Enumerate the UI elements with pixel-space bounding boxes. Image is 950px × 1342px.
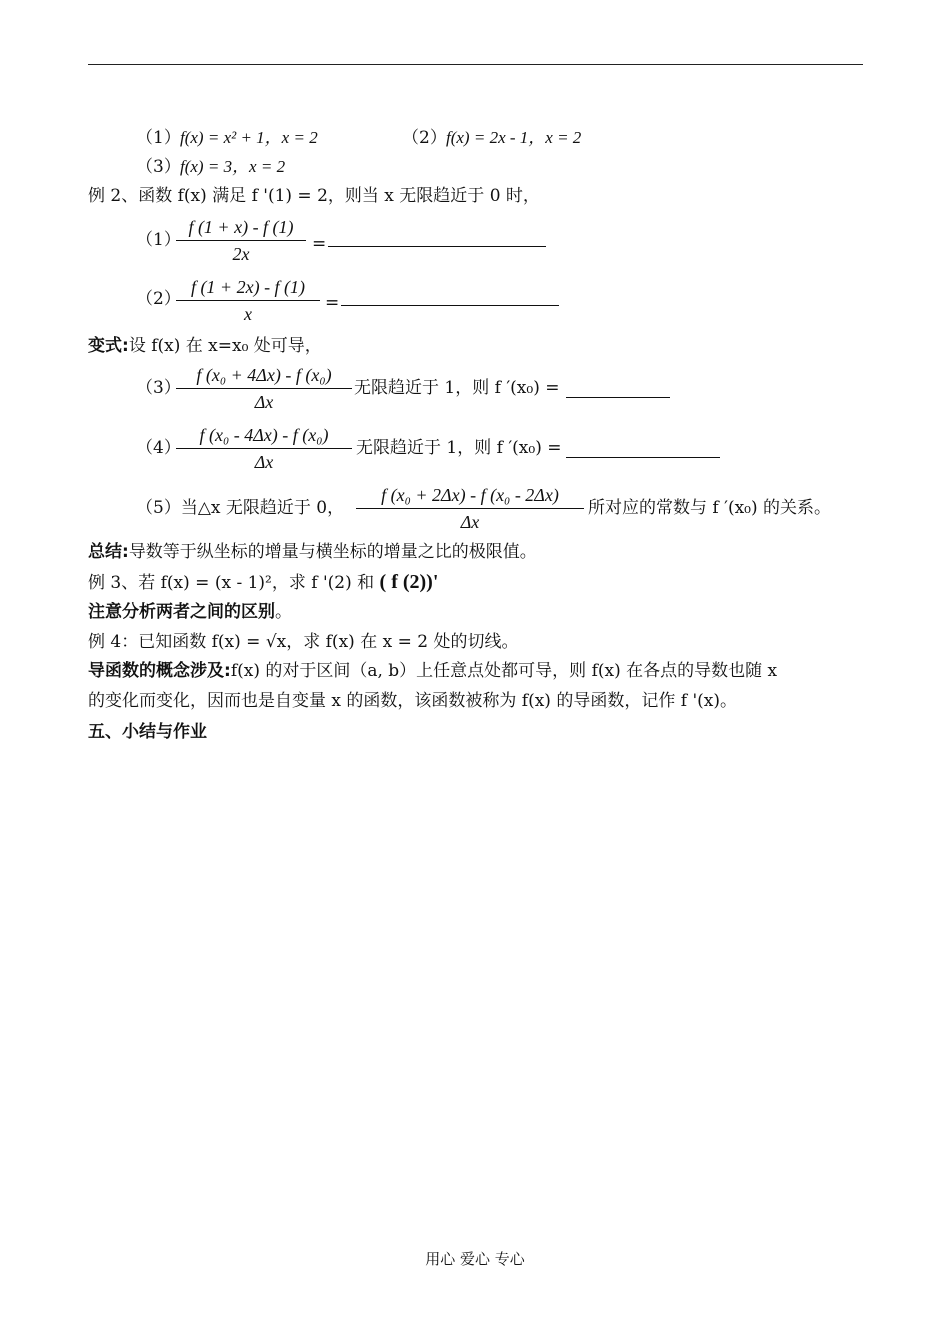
q4-numerator: f (x₀ - 4Δx) - f (x₀) — [199, 425, 329, 445]
summary-text: 导数等于纵坐标的增量与横坐标的增量之比的极限值。 — [128, 542, 537, 562]
q3-tail: 无限趋近于 1，则 f ′(x₀) = — [354, 378, 560, 398]
page-footer: 用心 爱心 专心 — [425, 1250, 525, 1268]
q4-denominator: Δx — [254, 452, 274, 472]
q2-equals: = — [325, 293, 340, 313]
q4-fraction — [176, 422, 352, 475]
concept-title: 导函数的概念涉及: — [88, 661, 231, 681]
q4-label: （4） — [136, 438, 181, 458]
q5-denominator: Δx — [460, 512, 480, 532]
q3-denominator: Δx — [254, 392, 274, 412]
q2-label: （2） — [136, 289, 181, 309]
item-1-formula: f(x) = x² + 1，x = 2 — [180, 128, 318, 147]
q4-answer-blank[interactable] — [566, 457, 720, 458]
example-3: 例 3、若 f(x) = (x - 1)²，求 f '(2) 和 — [88, 573, 375, 593]
q1-answer-blank[interactable] — [328, 246, 546, 247]
q3-fraction — [176, 362, 352, 415]
note-end: 。 — [275, 602, 292, 622]
q5-label: （5）当△x 无限趋近于 0， — [136, 498, 345, 518]
q2-denominator: x — [244, 304, 252, 324]
section-5-heading: 五、小结与作业 — [88, 722, 207, 742]
q2-fraction — [176, 274, 320, 327]
item-2-label: （2） — [402, 128, 447, 148]
q5-tail: 所对应的常数与 f ′(x₀) 的关系。 — [588, 498, 832, 518]
q1-numerator: f (1 + x) - f (1) — [188, 217, 294, 237]
q3-numerator: f (x₀ + 4Δx) - f (x₀) — [196, 365, 332, 385]
q3-answer-blank[interactable] — [566, 397, 670, 398]
q1-label: （1） — [136, 230, 181, 250]
variant-text: 设 f(x) 在 x=x₀ 处可导， — [128, 336, 322, 356]
summary-title: 总结: — [88, 542, 129, 562]
example-4: 例 4：已知函数 f(x) = √x，求 f(x) 在 x = 2 处的切线。 — [88, 632, 519, 652]
variant-title: 变式: — [88, 336, 129, 356]
q2-numerator: f (1 + 2x) - f (1) — [190, 277, 306, 297]
q5-fraction — [356, 482, 584, 535]
q1-fraction — [176, 214, 306, 267]
example-2: 例 2、函数 f(x) 满足 f '(1) = 2，则当 x 无限趋近于 0 时， — [88, 186, 540, 206]
example-3-bold-expr: ( f (2))' — [379, 571, 439, 593]
q5-numerator: f (x₀ + 2Δx) - f (x₀ - 2Δx) — [381, 485, 559, 505]
item-3-formula: f(x) = 3，x = 2 — [180, 157, 286, 176]
q2-answer-blank[interactable] — [341, 305, 559, 306]
q4-tail: 无限趋近于 1，则 f ′(x₀) = — [356, 438, 562, 458]
item-2-formula: f(x) = 2x - 1，x = 2 — [446, 128, 582, 147]
q3-label: （3） — [136, 378, 181, 398]
concept-text-1: f(x) 的对于区间（a, b）上任意点处都可导，则 f(x) 在各点的导数也随 x — [230, 661, 778, 681]
header-rule — [88, 64, 863, 65]
item-1-label: （1） — [136, 128, 181, 148]
item-3-label: （3） — [136, 157, 181, 177]
concept-text-2: 的变化而变化，因而也是自变量 x 的函数，该函数被称为 f(x) 的导函数，记作 f '(x)。 — [88, 691, 737, 711]
note-text: 注意分析两者之间的区别 — [88, 602, 275, 622]
q1-equals: = — [312, 234, 327, 254]
q1-denominator: 2x — [232, 244, 250, 264]
